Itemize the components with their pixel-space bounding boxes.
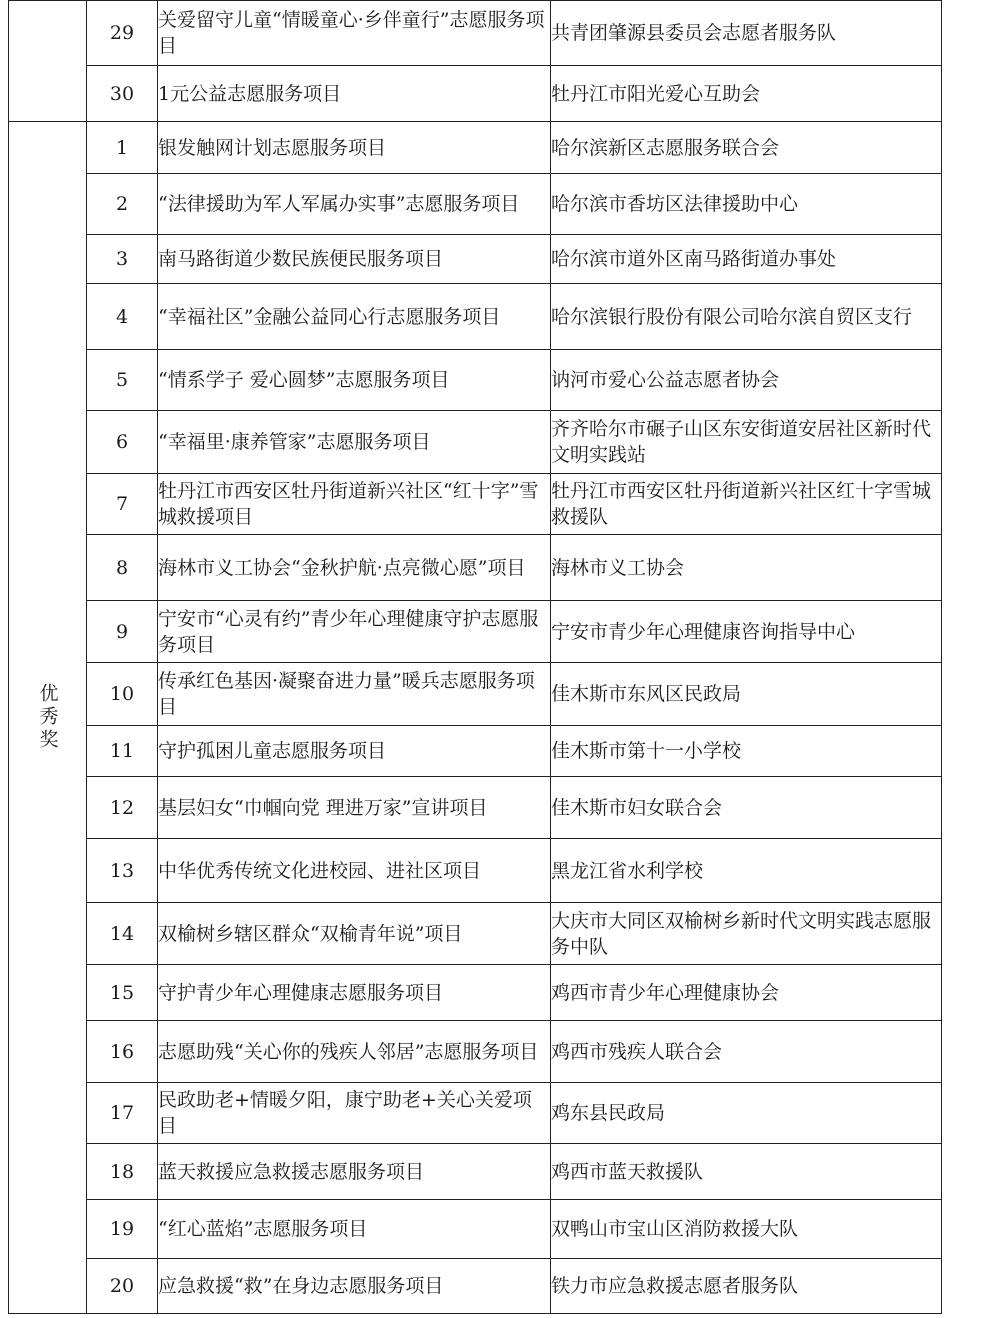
organization-name: 哈尔滨银行股份有限公司哈尔滨自贸区支行 <box>551 284 942 350</box>
table-row <box>9 411 942 474</box>
organization-name: 鸡西市蓝天救援队 <box>551 1144 942 1200</box>
table-row <box>9 1259 942 1314</box>
row-number: 16 <box>87 1021 158 1083</box>
row-number: 17 <box>87 1083 158 1144</box>
project-name: 传承红色基因·凝聚奋进力量”暖兵志愿服务项目 <box>158 663 551 726</box>
table-row <box>9 965 942 1021</box>
row-number: 20 <box>87 1259 158 1314</box>
table-row <box>9 235 942 284</box>
table-row <box>9 839 942 903</box>
row-number: 3 <box>87 235 158 284</box>
project-name: 关爱留守儿童“情暖童心·乡伴童行”志愿服务项目 <box>158 1 551 66</box>
table-row <box>9 777 942 839</box>
project-name: 蓝天救援应急救援志愿服务项目 <box>158 1144 551 1200</box>
table-row <box>9 535 942 601</box>
table-row <box>9 1200 942 1259</box>
table-row <box>9 663 942 726</box>
category-excellent-award: 优秀奖 <box>9 122 87 1314</box>
row-number: 2 <box>87 174 158 235</box>
project-name: 双榆树乡辖区群众“双榆青年说”项目 <box>158 903 551 965</box>
project-name: “幸福里·康养管家”志愿服务项目 <box>158 411 551 474</box>
project-name: 牡丹江市西安区牡丹街道新兴社区“红十字”雪城救援项目 <box>158 474 551 535</box>
project-name: 基层妇女“巾帼向党 理进万家”宣讲项目 <box>158 777 551 839</box>
table-row <box>9 1144 942 1200</box>
project-name: 海林市义工协会“金秋护航·点亮微心愿”项目 <box>158 535 551 601</box>
organization-name: 佳木斯市妇女联合会 <box>551 777 942 839</box>
organization-name: 鸡西市青少年心理健康协会 <box>551 965 942 1021</box>
table-row <box>9 350 942 411</box>
table-row <box>9 726 942 777</box>
project-name: “幸福社区”金融公益同心行志愿服务项目 <box>158 284 551 350</box>
row-number: 7 <box>87 474 158 535</box>
organization-name: 共青团肇源县委员会志愿者服务队 <box>551 1 942 66</box>
row-number: 19 <box>87 1200 158 1259</box>
organization-name: 哈尔滨新区志愿服务联合会 <box>551 122 942 174</box>
row-number: 15 <box>87 965 158 1021</box>
row-number: 29 <box>87 1 158 66</box>
project-name: 民政助老+情暖夕阳，康宁助老+关心关爱项目 <box>158 1083 551 1144</box>
organization-name: 双鸭山市宝山区消防救援大队 <box>551 1200 942 1259</box>
organization-name: 佳木斯市东风区民政局 <box>551 663 942 726</box>
row-number: 11 <box>87 726 158 777</box>
table-row <box>9 284 942 350</box>
row-number: 6 <box>87 411 158 474</box>
organization-name: 哈尔滨市道外区南马路街道办事处 <box>551 235 942 284</box>
row-number: 13 <box>87 839 158 903</box>
organization-name: 牡丹江市阳光爱心互助会 <box>551 66 942 122</box>
organization-name: 佳木斯市第十一小学校 <box>551 726 942 777</box>
project-name: 宁安市“心灵有约”青少年心理健康守护志愿服务项目 <box>158 601 551 663</box>
row-number: 10 <box>87 663 158 726</box>
row-number: 12 <box>87 777 158 839</box>
table-row <box>9 122 942 174</box>
project-name: 银发触网计划志愿服务项目 <box>158 122 551 174</box>
previous-category-cell <box>9 1 87 122</box>
table-row <box>9 1083 942 1144</box>
row-number: 1 <box>87 122 158 174</box>
row-number: 14 <box>87 903 158 965</box>
organization-name: 鸡西市残疾人联合会 <box>551 1021 942 1083</box>
table-row <box>9 174 942 235</box>
project-name: “红心蓝焰”志愿服务项目 <box>158 1200 551 1259</box>
table-row <box>9 474 942 535</box>
project-name: 守护青少年心理健康志愿服务项目 <box>158 965 551 1021</box>
table-row <box>9 66 942 122</box>
project-name: “情系学子 爱心圆梦”志愿服务项目 <box>158 350 551 411</box>
row-number: 4 <box>87 284 158 350</box>
organization-name: 海林市义工协会 <box>551 535 942 601</box>
award-table <box>8 0 942 1314</box>
table-row <box>9 601 942 663</box>
project-name: 应急救援“救”在身边志愿服务项目 <box>158 1259 551 1314</box>
table-row <box>9 1021 942 1083</box>
organization-name: 黑龙江省水利学校 <box>551 839 942 903</box>
organization-name: 宁安市青少年心理健康咨询指导中心 <box>551 601 942 663</box>
row-number: 8 <box>87 535 158 601</box>
project-name: 1元公益志愿服务项目 <box>158 66 551 122</box>
organization-name: 鸡东县民政局 <box>551 1083 942 1144</box>
row-number: 18 <box>87 1144 158 1200</box>
table-row <box>9 1 942 66</box>
organization-name: 齐齐哈尔市碾子山区东安街道安居社区新时代文明实践站 <box>551 411 942 474</box>
project-name: 中华优秀传统文化进校园、进社区项目 <box>158 839 551 903</box>
row-number: 30 <box>87 66 158 122</box>
organization-name: 哈尔滨市香坊区法律援助中心 <box>551 174 942 235</box>
project-name: 南马路街道少数民族便民服务项目 <box>158 235 551 284</box>
project-name: “法律援助为军人军属办实事”志愿服务项目 <box>158 174 551 235</box>
organization-name: 讷河市爱心公益志愿者协会 <box>551 350 942 411</box>
row-number: 9 <box>87 601 158 663</box>
row-number: 5 <box>87 350 158 411</box>
project-name: 守护孤困儿童志愿服务项目 <box>158 726 551 777</box>
table-row <box>9 903 942 965</box>
organization-name: 大庆市大同区双榆树乡新时代文明实践志愿服务中队 <box>551 903 942 965</box>
organization-name: 铁力市应急救援志愿者服务队 <box>551 1259 942 1314</box>
project-name: 志愿助残“关心你的残疾人邻居”志愿服务项目 <box>158 1021 551 1083</box>
organization-name: 牡丹江市西安区牡丹街道新兴社区红十字雪城救援队 <box>551 474 942 535</box>
